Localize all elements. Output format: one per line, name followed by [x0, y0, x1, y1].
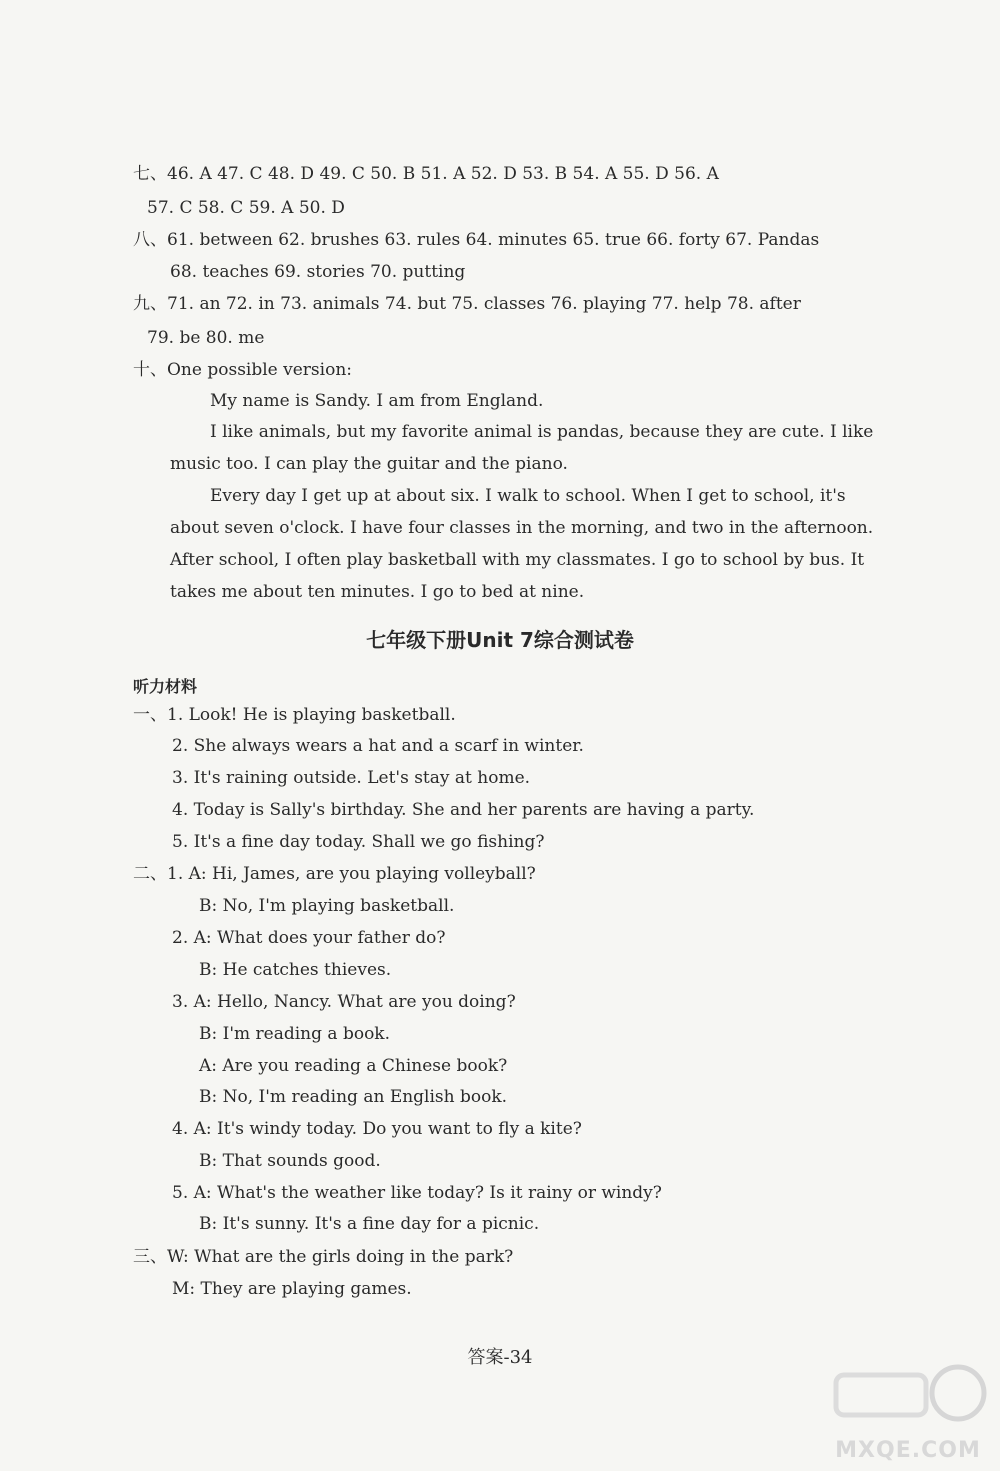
listening-line: 5. A: What's the weather like today? Is it rainy or windy?: [172, 1183, 662, 1203]
listening-line: 一、1. Look! He is playing basketball.: [133, 705, 456, 725]
listening-line: B: No, I'm playing basketball.: [199, 896, 455, 916]
listening-line: 3. A: Hello, Nancy. What are you doing?: [172, 992, 516, 1012]
watermark-logo: [828, 1353, 988, 1463]
listening-line: A: Are you reading a Chinese book?: [199, 1056, 508, 1076]
essay-line: I like animals, but my favorite animal is pandas, because they are cute. I like: [210, 422, 874, 442]
essay-line: music too. I can play the guitar and the piano.: [170, 454, 568, 474]
listening-line: B: It's sunny. It's a fine day for a picnic.: [199, 1214, 540, 1234]
listening-line: 3. It's raining outside. Let's stay at home.: [172, 768, 531, 788]
listening-heading: 听力材料: [133, 677, 198, 696]
listening-line: B: I'm reading a book.: [199, 1024, 391, 1044]
listening-line: 5. It's a fine day today. Shall we go fishing?: [172, 832, 545, 852]
watermark-text: MXQE.COM: [835, 1438, 981, 1463]
essay-line: Every day I get up at about six. I walk to school. When I get to school, it's: [210, 486, 846, 506]
listening-line: 4. Today is Sally's birthday. She and her parents are having a party.: [172, 800, 755, 820]
essay-line: about seven o'clock. I have four classes in the morning, and two in the afternoon.: [170, 518, 874, 538]
listening-line: 三、W: What are the girls doing in the park?: [133, 1247, 514, 1267]
essay-line: After school, I often play basketball with my classmates. I go to school by bus. It: [170, 550, 865, 570]
test-title: 七年级下册Unit 7综合测试卷: [366, 628, 634, 652]
listening-line: B: He catches thieves.: [199, 960, 392, 980]
section-7-line-1: 七、46. A 47. C 48. D 49. C 50. B 51. A 52. D 53. B 54. A 55. D 56. A: [133, 164, 719, 184]
listening-line: 2. A: What does your father do?: [172, 928, 446, 948]
essay-line: takes me about ten minutes. I go to bed at nine.: [170, 582, 585, 602]
listening-line: 二、1. A: Hi, James, are you playing volleyball?: [133, 864, 536, 884]
section-10-intro: 十、One possible version:: [133, 360, 352, 380]
listening-line: B: No, I'm reading an English book.: [199, 1087, 508, 1107]
listening-line: 4. A: It's windy today. Do you want to fly a kite?: [172, 1119, 582, 1139]
listening-line: 2. She always wears a hat and a scarf in winter.: [172, 736, 584, 756]
essay-line: My name is Sandy. I am from England.: [210, 391, 544, 411]
listening-line: M: They are playing games.: [172, 1279, 412, 1299]
section-7-line-2: 57. C 58. C 59. A 50. D: [147, 198, 345, 218]
listening-line: B: That sounds good.: [199, 1151, 381, 1171]
page-footer: 答案-34: [467, 1347, 533, 1368]
watermark-seal-icon: [828, 1353, 988, 1433]
section-8-line-1: 八、61. between 62. brushes 63. rules 64. minutes 65. true 66. forty 67. Pandas: [133, 230, 820, 250]
section-8-line-2: 68. teaches 69. stories 70. putting: [170, 262, 466, 282]
section-9-line-2: 79. be 80. me: [147, 328, 265, 348]
section-9-line-1: 九、71. an 72. in 73. animals 74. but 75. classes 76. playing 77. help 78. after: [133, 294, 801, 314]
